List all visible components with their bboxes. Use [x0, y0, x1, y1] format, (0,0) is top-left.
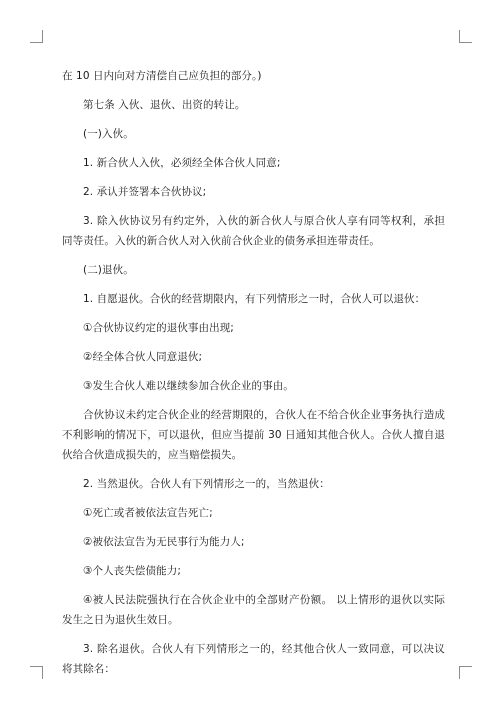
- list-item-voluntary-1: ①合伙协议约定的退伙事由出现;: [83, 322, 234, 334]
- crop-mark-bottom-left: [30, 666, 43, 679]
- crop-mark-top-left: [30, 30, 43, 43]
- paragraph-no-term-withdrawal: 合伙协议未约定合伙企业的经营期限的，合伙人在不给合伙企业事务执行造成不利影响的情况下，可以退伙，但应当提前 30 日通知其他合伙人。合伙人擅自退伙给合伙造成损失的，应当赔偿损失。: [62, 409, 445, 461]
- document-body: [62, 66, 445, 688]
- list-item-voluntary-2: ②经全体合伙人同意退伙;: [83, 351, 203, 363]
- paragraph-expulsion: 3. 除名退伙。合伙人有下列情形之一的，经其他合伙人一致同意，可以决议将其除名：: [62, 643, 445, 675]
- list-item-automatic-3: ③个人丧失偿债能力;: [83, 565, 181, 577]
- paragraph-voluntary-withdrawal: 1. 自愿退伙。合伙的经营期限内，有下列情形之一时，合伙人可以退伙：: [83, 293, 426, 305]
- paragraph-admission-1: 1. 新合伙人入伙，必须经全体合伙人同意;: [83, 157, 281, 169]
- paragraph-admission-2: 2. 承认并签署本合伙协议;: [83, 186, 207, 198]
- list-item-automatic-1: ①死亡或者被依法宣告死亡;: [83, 507, 213, 519]
- list-item-automatic-4: ④被人民法院强执行在合伙企业中的全部财产份额。 以上情形的退伙以实际发生之日为退伙生效日。: [62, 594, 445, 626]
- crop-mark-top-right: [459, 30, 472, 43]
- crop-mark-bottom-right: [459, 666, 472, 679]
- paragraph-0: 在 10 日内向对方清偿自己应负担的部分。): [62, 70, 262, 82]
- list-item-voluntary-3: ③发生合伙人难以继续参加合伙企业的事由。: [83, 380, 294, 392]
- list-item-automatic-2: ②被依法宣告为无民事行为能力人;: [83, 536, 245, 548]
- section-withdrawal-heading: (二)退伙。: [83, 264, 134, 276]
- paragraph-automatic-withdrawal: 2. 当然退伙。合伙人有下列情形之一的，当然退伙：: [83, 478, 330, 490]
- paragraph-admission-3: 3. 除入伙协议另有约定外，入伙的新合伙人与原合伙人享有同等权利，承担同等责任。入伙的新合伙人对入伙前合伙企业的债务承担连带责任。: [62, 215, 445, 247]
- section-admission-heading: (一)入伙。: [83, 128, 134, 140]
- article-7-heading: 第七条 入伙、退伙、出资的转让。: [83, 99, 246, 111]
